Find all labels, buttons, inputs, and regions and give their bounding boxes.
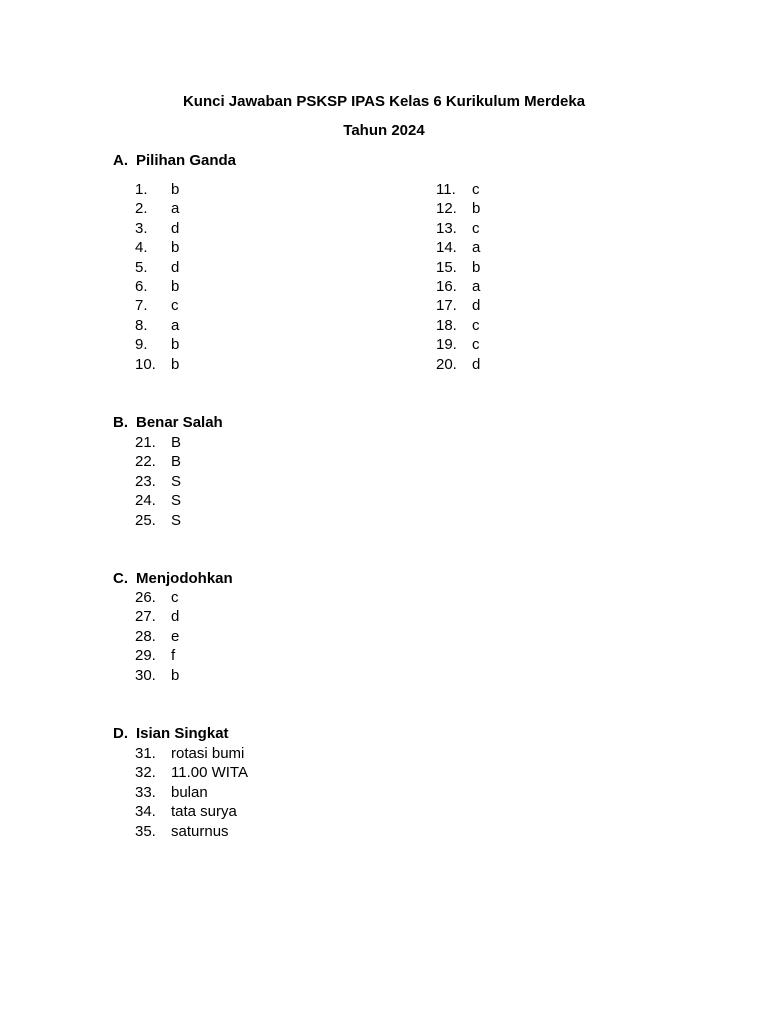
answer-value: B xyxy=(171,453,182,471)
answer-number: 31. xyxy=(135,745,156,762)
answer-row xyxy=(135,744,248,763)
answer-number: 11. xyxy=(436,181,456,198)
answer-number: 20. xyxy=(436,355,457,373)
answer-number: 5. xyxy=(135,258,148,276)
answer-number: 4. xyxy=(135,239,148,257)
answer-value: saturnus xyxy=(171,822,229,840)
answer-row xyxy=(135,802,248,821)
answer-number: 1. xyxy=(135,181,148,198)
answer-row xyxy=(135,238,179,257)
answer-number: 8. xyxy=(135,316,148,334)
answer-number: 6. xyxy=(135,277,148,295)
answer-value: a xyxy=(171,316,180,334)
answer-row xyxy=(135,491,181,510)
section-c-letter: C. xyxy=(113,570,128,587)
answer-row xyxy=(436,335,480,354)
answer-value: c xyxy=(472,316,480,334)
section-d-letter: D. xyxy=(113,725,128,742)
answer-number: 34. xyxy=(135,803,156,821)
answer-row xyxy=(135,199,179,218)
answer-row xyxy=(135,219,179,238)
section-c-list xyxy=(135,588,179,685)
answer-value: bulan xyxy=(171,783,208,801)
answer-row xyxy=(135,452,181,471)
answer-value: d xyxy=(472,297,481,315)
answer-row xyxy=(436,219,480,238)
section-d-list xyxy=(135,744,248,841)
answer-row xyxy=(135,258,179,277)
answer-number: 13. xyxy=(436,219,457,237)
answer-row xyxy=(135,822,248,841)
section-a-right-list xyxy=(436,180,480,374)
section-b-list xyxy=(135,433,181,530)
answer-value: b xyxy=(171,666,180,684)
answer-number: 2. xyxy=(135,200,148,218)
answer-row xyxy=(436,238,480,257)
answer-row xyxy=(135,296,179,315)
answer-number: 10. xyxy=(135,355,156,373)
section-b-heading xyxy=(113,414,223,432)
answer-value: c xyxy=(171,589,179,606)
answer-value: b xyxy=(472,200,481,218)
section-a-letter: A. xyxy=(113,152,128,169)
answer-number: 35. xyxy=(135,822,156,840)
answer-row xyxy=(135,277,179,296)
answer-value: f xyxy=(171,647,176,665)
answer-row xyxy=(135,763,248,782)
answer-value: c xyxy=(472,219,480,237)
answer-value: a xyxy=(472,277,481,295)
answer-row xyxy=(135,783,248,802)
answer-row xyxy=(135,666,179,685)
answer-row xyxy=(436,296,480,315)
answer-row xyxy=(436,199,480,218)
answer-number: 9. xyxy=(135,336,148,354)
section-a-title: Pilihan Ganda xyxy=(136,152,237,169)
section-b-letter: B. xyxy=(113,414,128,431)
answer-number: 16. xyxy=(436,277,457,295)
answer-number: 12. xyxy=(436,200,457,218)
section-b-title: Benar Salah xyxy=(136,414,223,431)
answer-number: 23. xyxy=(135,472,156,490)
answer-number: 7. xyxy=(135,297,148,315)
answer-number: 22. xyxy=(135,453,156,471)
answer-row xyxy=(135,588,179,607)
answer-number: 17. xyxy=(436,297,457,315)
answer-value: S xyxy=(171,511,182,529)
answer-row xyxy=(135,433,181,452)
answer-row xyxy=(135,316,179,335)
answer-value: tata surya xyxy=(171,803,237,821)
answer-row xyxy=(436,277,480,296)
answer-value: c xyxy=(472,336,480,354)
answer-value: b xyxy=(171,355,180,373)
answer-value: c xyxy=(472,181,480,198)
answer-value: rotasi bumi xyxy=(171,745,245,762)
answer-value: b xyxy=(171,239,180,257)
answer-value: e xyxy=(171,627,180,645)
section-c-title: Menjodohkan xyxy=(136,570,233,587)
answer-value: d xyxy=(171,219,180,237)
answer-row xyxy=(436,316,480,335)
answer-number: 28. xyxy=(135,627,156,645)
section-d-title: Isian Singkat xyxy=(136,725,229,742)
answer-row xyxy=(135,511,181,530)
answer-value: S xyxy=(171,472,182,490)
section-a-heading xyxy=(113,152,236,170)
answer-number: 14. xyxy=(436,239,457,257)
section-a-left-list xyxy=(135,180,179,374)
section-d-heading xyxy=(113,725,229,743)
answer-value: c xyxy=(171,297,179,315)
answer-row xyxy=(436,355,480,374)
answer-number: 18. xyxy=(436,316,457,334)
answer-value: d xyxy=(171,608,180,626)
answer-value: B xyxy=(171,434,182,451)
document-title: Kunci Jawaban PSKSP IPAS Kelas 6 Kurikulum Merdeka xyxy=(182,93,586,110)
answer-value: d xyxy=(472,355,481,373)
answer-number: 29. xyxy=(135,647,156,665)
answer-number: 26. xyxy=(135,589,156,606)
answer-value: a xyxy=(171,200,180,218)
answer-value: a xyxy=(472,239,481,257)
answer-value: b xyxy=(472,258,481,276)
answer-value: b xyxy=(171,336,180,354)
answer-value: S xyxy=(171,492,182,510)
answer-value: b xyxy=(171,181,180,198)
answer-value: 11.00 WITA xyxy=(171,764,248,782)
answer-number: 27. xyxy=(135,608,156,626)
section-c-heading xyxy=(113,570,233,588)
answer-row xyxy=(436,180,480,199)
answer-number: 25. xyxy=(135,511,156,529)
answer-value: d xyxy=(171,258,180,276)
answer-value: b xyxy=(171,277,180,295)
answer-row xyxy=(135,472,181,491)
answer-number: 33. xyxy=(135,783,156,801)
answer-row xyxy=(135,607,179,626)
answer-row xyxy=(135,335,179,354)
answer-number: 15. xyxy=(436,258,457,276)
answer-row xyxy=(135,627,179,646)
answer-row xyxy=(135,180,179,199)
answer-number: 3. xyxy=(135,219,148,237)
answer-row xyxy=(135,355,179,374)
answer-number: 24. xyxy=(135,492,156,510)
answer-number: 30. xyxy=(135,666,156,684)
document-subtitle: Tahun 2024 xyxy=(343,122,425,139)
answer-number: 19. xyxy=(436,336,457,354)
answer-number: 21. xyxy=(135,434,156,451)
answer-number: 32. xyxy=(135,764,156,782)
answer-row xyxy=(135,646,179,665)
answer-row xyxy=(436,258,480,277)
